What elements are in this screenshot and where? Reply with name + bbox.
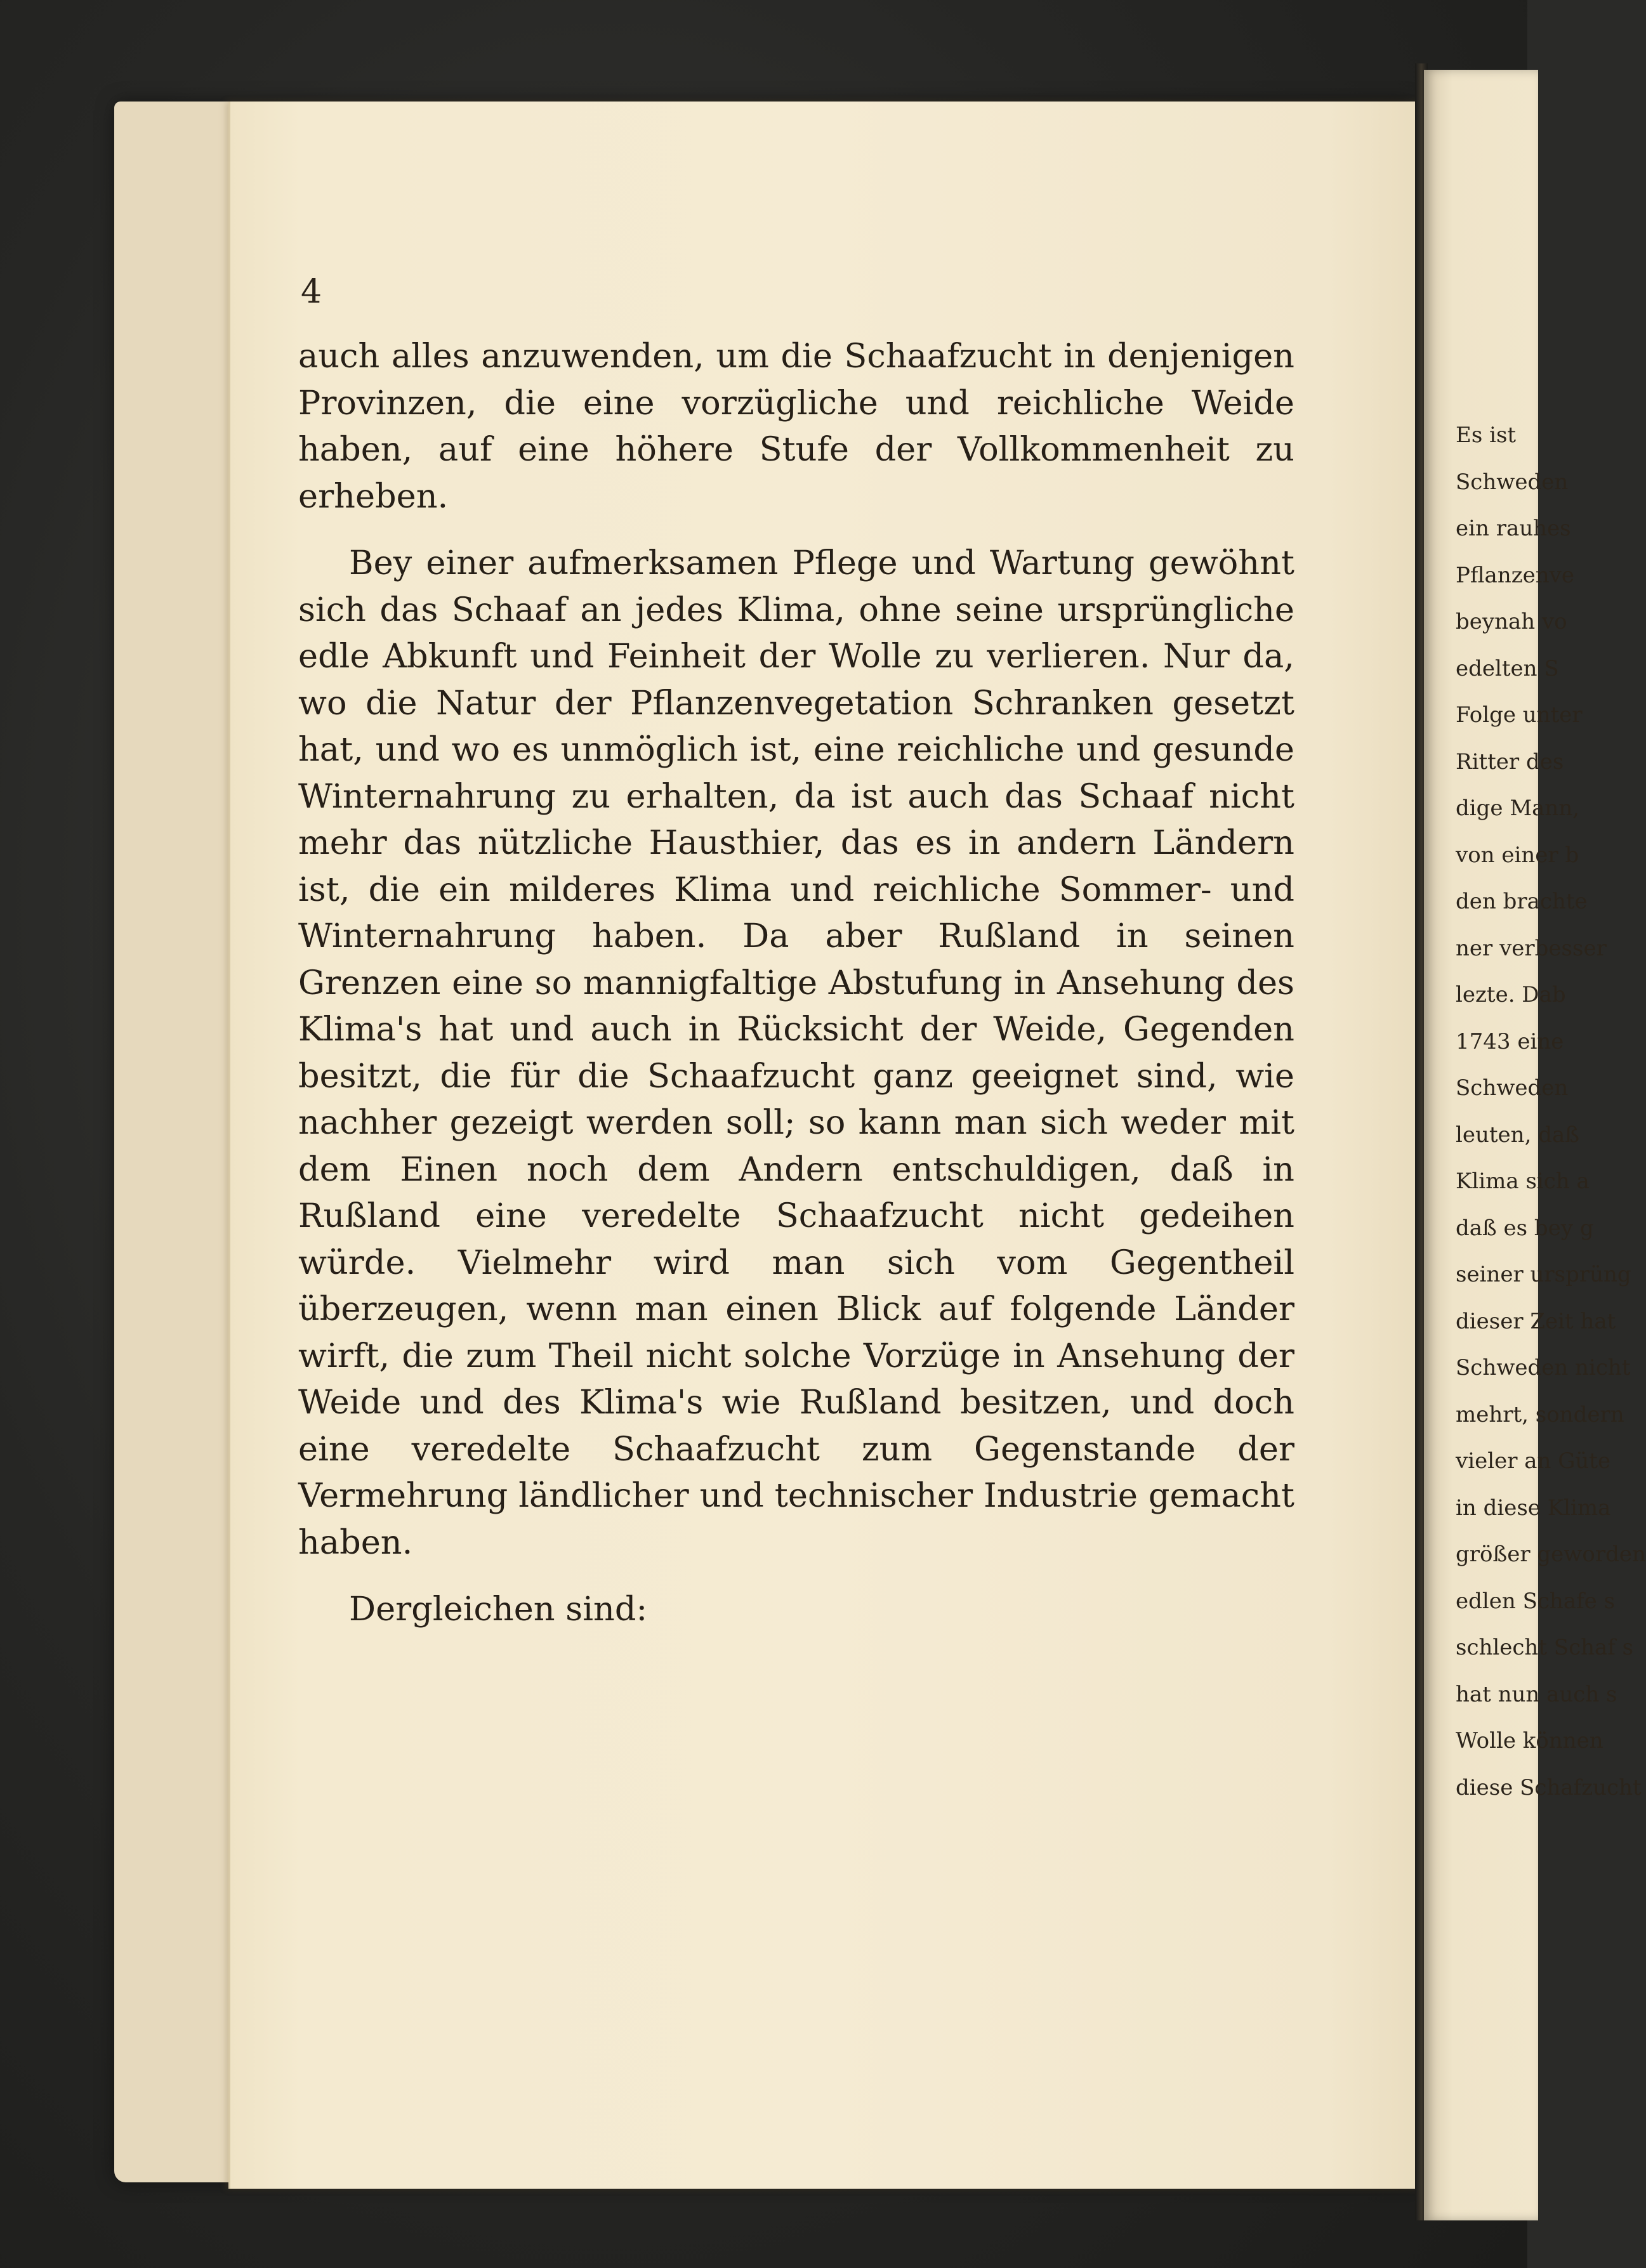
facing-line: Es ist xyxy=(1456,423,1517,448)
facing-page-text xyxy=(1456,412,1646,1811)
facing-line: mehrt, sondern xyxy=(1456,1401,1624,1427)
facing-line: leuten, daß xyxy=(1456,1122,1579,1148)
paragraph-closing: Dergleichen sind: xyxy=(349,1590,648,1629)
facing-line: in diese Klima xyxy=(1456,1495,1611,1521)
facing-line: Wolle können xyxy=(1456,1728,1603,1753)
facing-line: Folge unter xyxy=(1456,702,1583,728)
facing-line: dige Mann, xyxy=(1456,796,1580,821)
facing-line: größer geworden xyxy=(1456,1542,1646,1567)
facing-line: ein rauhes xyxy=(1456,516,1571,541)
facing-line: seiner ursprüng xyxy=(1456,1262,1631,1287)
facing-line: Ritter des xyxy=(1456,749,1564,775)
facing-line: Schweden xyxy=(1456,1075,1569,1101)
facing-line: Schweden xyxy=(1456,469,1569,495)
facing-page-edge xyxy=(1424,70,1646,2220)
facing-line: vieler an Güte xyxy=(1456,1448,1611,1474)
facing-line: von einer b xyxy=(1456,842,1579,868)
facing-line: ner verbesser xyxy=(1456,935,1607,961)
paragraph-main: Bey einer aufmerksamen Pflege und Wartung gewöhnt sich das Schaaf an jedes Klima, ohne seine ursprüngliche edle Abkunft und Feinheit der Wolle zu verlieren. Nur da, wo die Natur der Pflanzenvegetation Schranken gesetzt hat, und wo es unmöglich ist, eine reichliche und gesunde Winternahrung zu erhalten, da ist auch das Schaaf nicht mehr das nützliche Hausthier, das es in andern Ländern ist, die ein milderes Klima und reichliche Sommer- und Winternahrung haben. Da aber Rußland in seinen Grenzen eine so mannigfaltige Abstufung in Ansehung des Klima's hat und auch in Rücksicht der Weide, Gegenden besitzt, die für die Schaafzucht ganz geeignet sind, wie nachher gezeigt werden soll; so kann man sich weder mit dem Einen noch dem Andern entschuldigen, daß in Rußland eine veredelte Schaafzucht nicht gedeihen würde. Vielmehr wird man sich vom Gegentheil überzeugen, wenn man einen Blick auf folgende Länder wirft, die zum Theil nicht solche Vorzüge in Ansehung der Weide und des Klima's wie Rußland besitzen, und doch eine veredelte Schaafzucht zum Gegenstande der Vermehrung ländlicher und technischer Industrie gemacht haben. xyxy=(298,544,1294,1562)
facing-line: diese Schafzucht xyxy=(1456,1774,1642,1800)
facing-line: Pflanzenve xyxy=(1456,562,1574,588)
facing-line: edlen Schafe s xyxy=(1456,1588,1616,1614)
facing-line: lezte. Dab xyxy=(1456,982,1566,1007)
paragraph-continuation: auch alles anzuwenden, um die Schaafzucht in denjenigen Provinzen, die eine vorzügliche und reichliche Weide haben, auf eine höhere Stufe der Vollkommenheit zu erheben. xyxy=(298,337,1294,516)
facing-line: den brachte xyxy=(1456,889,1588,914)
facing-line: 1743 eine xyxy=(1456,1028,1564,1054)
facing-line: hat nun auch s xyxy=(1456,1681,1617,1707)
facing-line: Klima sich a xyxy=(1456,1169,1590,1194)
page-body xyxy=(298,333,1294,1653)
facing-line: schlecht Schaf s xyxy=(1456,1635,1634,1660)
facing-line: beynah vo xyxy=(1456,609,1567,634)
facing-line: dieser Zeit hat xyxy=(1456,1308,1616,1334)
facing-line: daß es bey g xyxy=(1456,1215,1594,1241)
facing-line: Schweden nicht xyxy=(1456,1355,1631,1380)
facing-line: edelten S xyxy=(1456,655,1559,681)
page-number: 4 xyxy=(301,273,322,311)
